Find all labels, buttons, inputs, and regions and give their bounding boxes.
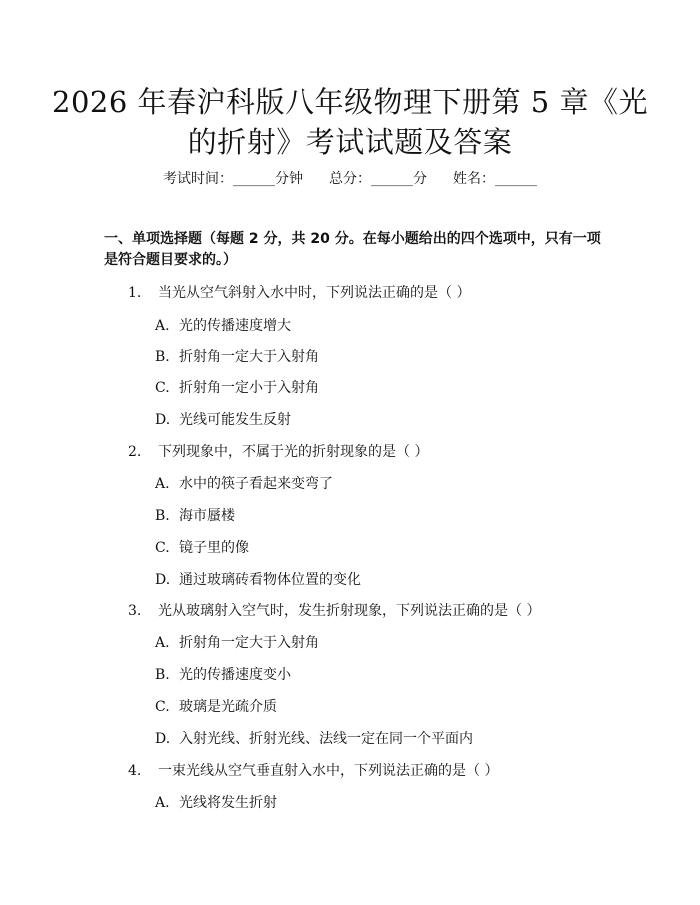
option-text: 镜子里的像 [179,540,249,556]
section-heading: 一、单项选择题（每题 2 分，共 20 分。在每小题给出的四个选项中，只有一项是符合题目要求的。） [104,231,601,268]
option-3b [155,664,291,684]
option-letter: A. [155,795,170,811]
option-letter: D. [155,412,171,428]
option-letter: B. [155,508,170,524]
option-3c [155,696,277,716]
option-letter: A. [155,476,170,492]
option-4a [155,792,277,812]
option-2b [155,505,235,525]
option-letter: C. [155,380,170,396]
exam-time: 考试时间：______分钟 [163,171,303,187]
option-text: 海市蜃楼 [179,508,235,524]
question-text: 一束光线从空气垂直射入水中，下列说法正确的是（ ） [158,763,499,779]
option-text: 玻璃是光疏介质 [179,699,277,715]
option-text: 光线可能发生反射 [179,412,291,428]
option-text: 折射角一定大于入射角 [179,635,319,651]
option-text: 光的传播速度增大 [179,318,291,334]
question-3 [128,600,540,620]
question-number: 4. [128,763,142,779]
total-score: 总分：______分 [329,171,427,187]
option-letter: C. [155,540,170,556]
option-text: 光的传播速度变小 [179,667,291,683]
option-1c [155,377,319,397]
question-number: 1. [128,285,142,301]
question-2 [128,441,428,461]
option-letter: C. [155,699,170,715]
title-line-2: 的折射》考试试题及答案 [187,125,513,159]
option-2c [155,537,249,557]
question-text: 下列现象中，不属于光的折射现象的是（ ） [158,444,429,460]
option-2d [155,569,361,589]
option-letter: B. [155,349,170,365]
option-3a [155,632,319,652]
option-text: 水中的筷子看起来变弯了 [179,476,333,492]
question-number: 2. [128,444,142,460]
option-1b [155,346,319,366]
option-letter: A. [155,318,170,334]
option-2a [155,473,333,493]
question-number: 3. [128,603,142,619]
question-text: 当光从空气斜射入水中时，下列说法正确的是（ ） [158,285,471,301]
option-text: 通过玻璃砖看物体位置的变化 [179,572,361,588]
option-letter: A. [155,635,170,651]
option-letter: D. [155,731,171,747]
option-text: 折射角一定小于入射角 [179,380,319,396]
option-text: 光线将发生折射 [179,795,277,811]
option-letter: B. [155,667,170,683]
question-1 [128,282,470,302]
document-title [0,82,700,162]
option-1d [155,409,291,429]
question-4 [128,760,498,780]
exam-info-line [0,168,700,188]
title-line-1: 2026 年春沪科版八年级物理下册第 5 章《光 [52,85,648,119]
option-letter: D. [155,572,171,588]
option-1a [155,315,291,335]
option-text: 折射角一定大于入射角 [179,349,319,365]
option-3d [155,728,473,748]
option-text: 入射光线、折射光线、法线一定在同一个平面内 [179,731,473,747]
question-text: 光从玻璃射入空气时，发生折射现象，下列说法正确的是（ ） [158,603,541,619]
student-name: 姓名：______ [453,171,537,187]
